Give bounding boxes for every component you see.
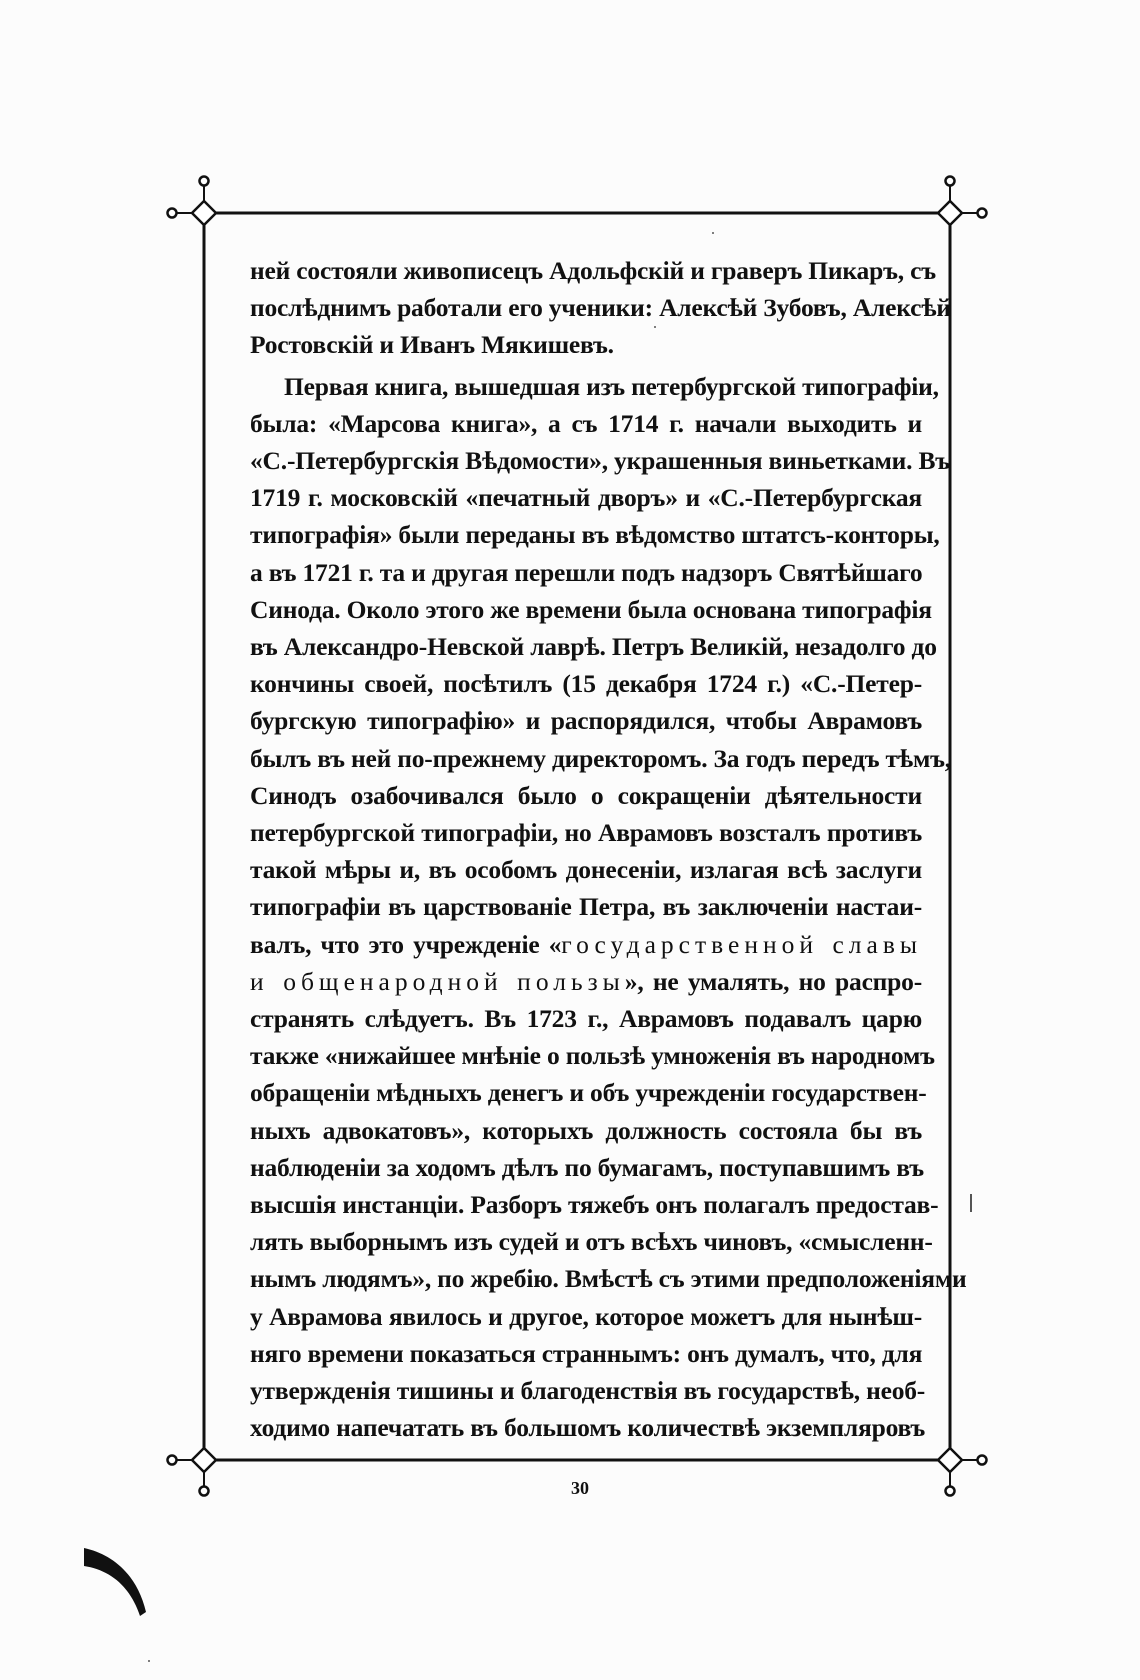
spaced-phrase: общенародной пользы bbox=[283, 966, 625, 996]
text-line: наблюденіи за ходомъ дѣлъ по бумагамъ, поступавшимъ въ bbox=[250, 1152, 924, 1182]
spaced-prefix: и bbox=[250, 966, 284, 996]
paragraph-1 bbox=[250, 252, 951, 364]
text-line: кончины своей, посѣтилъ (15 декабря 1724 г.) «С.-Петер- bbox=[250, 669, 922, 699]
text-line: а въ 1721 г. та и другая перешли подъ надзоръ Святѣйшаго bbox=[250, 557, 923, 587]
scan-speck bbox=[654, 326, 656, 328]
text-line: высшія инстанціи. Разборъ тяжебъ онъ полагалъ предостав- bbox=[250, 1190, 939, 1220]
text-line: въ Александро-Невской лаврѣ. Петръ Великій, незадолго до bbox=[250, 632, 937, 662]
text-line: типографіи въ царствованіе Петра, въ заключеніи настаи- bbox=[250, 892, 922, 922]
text-line bbox=[250, 963, 922, 1000]
text-line: былъ въ ней по-прежнему директоромъ. За годъ передъ тѣмъ, bbox=[250, 743, 951, 773]
spaced-phrase: государственной славы bbox=[561, 929, 922, 959]
text-line: обращеніи мѣдныхъ денегъ и объ учрежденіи государствен- bbox=[250, 1078, 927, 1108]
text-line: странять слѣдуетъ. Въ 1723 г., Аврамовъ подавалъ царю bbox=[250, 1004, 922, 1034]
corner-ornament-bottom-left bbox=[168, 1448, 217, 1496]
text-line: няго времени показаться страннымъ: онъ думалъ, что, для bbox=[250, 1338, 923, 1368]
text-line: типографія» были переданы въ вѣдомство штатсъ-конторы, bbox=[250, 520, 940, 550]
scan-artifact-mark bbox=[82, 1546, 152, 1626]
corner-ornament-bottom-right bbox=[938, 1448, 987, 1496]
text-line: Ростовскій и Иванъ Мякишевъ. bbox=[250, 330, 614, 360]
scan-speck bbox=[148, 1660, 150, 1662]
text-line: бургскую типографію» и распорядился, чтобы Аврамовъ bbox=[250, 706, 922, 736]
text-line: такой мѣры и, въ особомъ донесеніи, излагая всѣ заслуги bbox=[250, 855, 922, 885]
corner-ornament-top-right bbox=[938, 177, 987, 226]
page-number: 30 bbox=[571, 1478, 589, 1498]
text-line: послѣднимъ работали его ученики: Алексѣй Зубовъ, Алексѣй bbox=[250, 293, 951, 323]
text-line: была: «Марсова книга», а съ 1714 г. начали выходить и bbox=[250, 408, 922, 438]
text-line: лять выборнымъ изъ судей и отъ всѣхъ чиновъ, «смысленн- bbox=[250, 1227, 933, 1257]
scan-speck bbox=[970, 1194, 972, 1212]
text-line: Синода. Около этого же времени была основана типографія bbox=[250, 594, 932, 624]
text-line: Синодъ озабочивался было о сокращеніи дѣятельности bbox=[250, 780, 922, 810]
text-segment: », не умалять, но распро- bbox=[624, 966, 922, 996]
text-line: Первая книга, вышедшая изъ петербургской типографіи, bbox=[284, 371, 939, 401]
text-line: также «нижайшее мнѣніе о пользѣ умноженія въ народномъ bbox=[250, 1041, 935, 1071]
text-line: у Аврамова явилось и другое, которое можетъ для нынѣш- bbox=[250, 1301, 922, 1331]
paragraph-2 bbox=[250, 368, 967, 1447]
text-line: ней состояли живописецъ Адольфскій и граверъ Пикаръ, съ bbox=[250, 256, 936, 285]
text-line: петербургской типографіи, но Аврамовъ возсталъ противъ bbox=[250, 818, 922, 848]
text-line: «С.-Петербургскія Вѣдомости», украшенныя виньетками. Въ bbox=[250, 446, 950, 476]
corner-ornament-top-left bbox=[168, 177, 217, 226]
body-text bbox=[250, 252, 967, 1447]
text-segment: валъ, что это учрежденіе « bbox=[250, 929, 562, 959]
text-line: 1719 г. московскій «печатный дворъ» и «С.-Петербургская bbox=[250, 483, 922, 513]
text-line: утвержденія тишины и благоденствія въ государствѣ, необ- bbox=[250, 1376, 926, 1406]
text-line bbox=[250, 926, 922, 963]
text-line: ходимо напечатать въ большомъ количествѣ экземпляровъ bbox=[250, 1413, 926, 1443]
scan-speck bbox=[712, 232, 714, 234]
text-line: ныхъ адвокатовъ», которыхъ должность состояла бы въ bbox=[250, 1115, 922, 1145]
text-line: нымъ людямъ», по жребію. Вмѣстѣ съ этими предположеніями bbox=[250, 1264, 967, 1294]
